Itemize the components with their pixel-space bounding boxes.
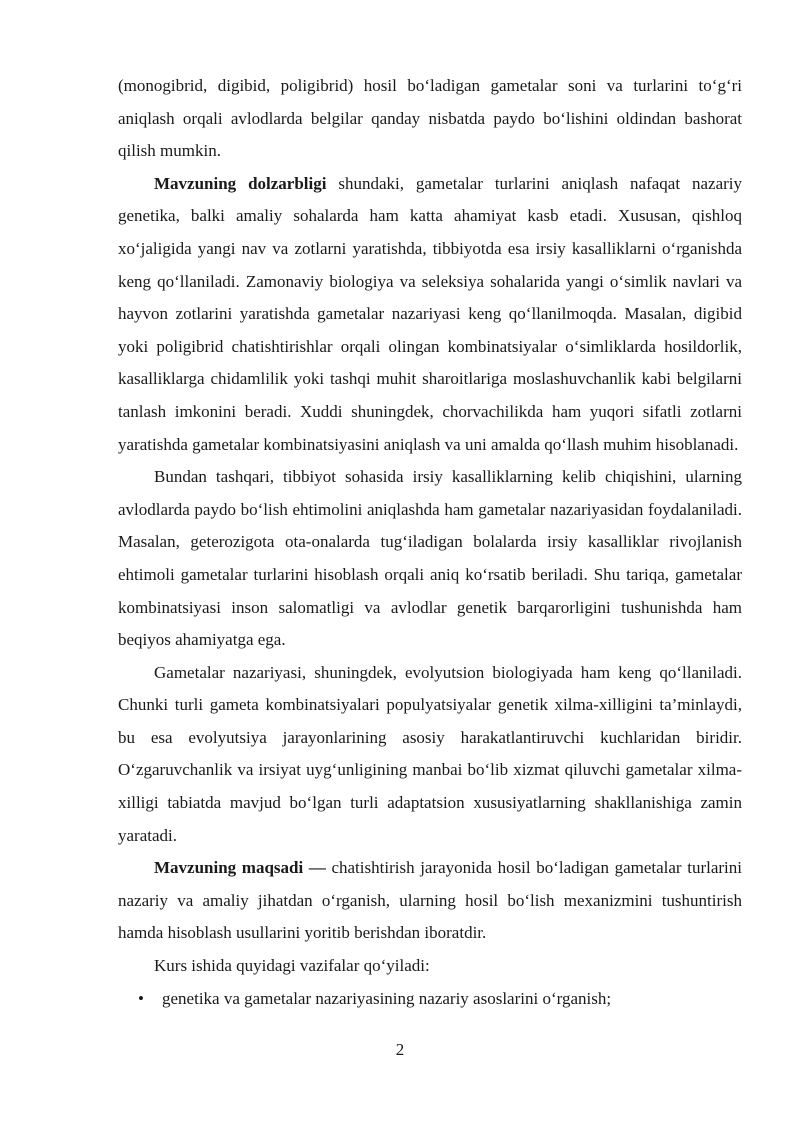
paragraph-text: Gametalar nazariyasi, shuningdek, evolyutsion biologiyada ham keng qo‘llaniladi. Chunki turli gameta kombinatsiyalari populyatsiyalar genetik xilma-xilligini ta’minlaydi, bu esa evolyutsiya jarayonlarining asosiy harakatlantiruvchi kuchlaridan biridir. O‘zgaruvchanlik va irsiyat uyg‘unligining manbai bo‘lib xizmat qiluvchi gametalar xilma-xilligi tabiatda mavjud bo‘lgan turli adaptatsion xususiyatlarning shakllanishiga zamin yaratadi. (118, 662, 742, 845)
bullet-icon: • (138, 988, 144, 1008)
paragraph-lead: Mavzuning dolzarbligi (154, 173, 327, 193)
paragraph-text: chatishtirish jarayonida hosil bo‘ladigan gametalar turlarini nazariy va amaliy jihatdan o‘rganish, ularning hosil bo‘lish mexanizmini tushuntirish hamda hisoblash usullarini yoritib berishdan iboratdir. (118, 858, 742, 943)
paragraph-evolution (118, 657, 742, 853)
paragraph-relevance (118, 168, 742, 461)
document-page (118, 70, 742, 1015)
paragraph-goal (118, 852, 742, 950)
list-item (118, 983, 742, 1016)
page-number: 2 (395, 1040, 405, 1059)
paragraph-text: shundaki, gametalar turlarini aniqlash nafaqat nazariy genetika, balki amaliy sohalarda ham katta ahamiyat kasb etadi. Xususan, qishloq xo‘jaligida yangi nav va zotlarni yaratishda, tibbiyotda esa irsiy kasalliklarni o‘rganishda keng qo‘llaniladi. Zamonaviy biologiya va seleksiya sohalarida yangi o‘simlik navlari va hayvon zotlarini yaratishda gametalar nazariyasi keng qo‘llanilmoqda. Masalan, digibid yoki poligibrid chatishtirishlar orqali olingan kombinatsiyalar o‘simliklarda hosildorlik, kasalliklarga chidamlilik yoki tashqi muhit sharoitlariga moslashuvchanlik kabi belgilarni tanlash imkonini beradi. Xuddi shuningdek, chorvachilikda ham yuqori sifatli zotlarni yaratishda gametalar kombinatsiyasini aniqlash va uni amalda qo‘llash muhim hisoblanadi. (118, 173, 742, 454)
paragraph-text: Kurs ishida quyidagi vazifalar qo‘yiladi: (154, 956, 430, 976)
task-list (118, 983, 742, 1016)
paragraph-lead: Mavzuning maqsadi — (154, 858, 326, 878)
paragraph-continuation (118, 70, 742, 168)
list-item-text: genetika va gametalar nazariyasining nazariy asoslarini o‘rganish; (162, 988, 612, 1008)
paragraph-tasks-intro (118, 950, 742, 983)
paragraph-medicine (118, 461, 742, 657)
paragraph-text: Bundan tashqari, tibbiyot sohasida irsiy kasalliklarning kelib chiqishini, ularning avlodlarda paydo bo‘lish ehtimolini aniqlashda ham gametalar nazariyasidan foydalaniladi. Masalan, geterozigota ota-onalarda tug‘iladigan bolalarda irsiy kasalliklar rivojlanish ehtimoli gametalar turlarini hisoblash orqali aniq ko‘rsatib beriladi. Shu tariqa, gametalar kombinatsiyasi inson salomatligi va avlodlar genetik barqarorligini tushunishda ham beqiyos ahamiyatga ega. (118, 467, 742, 650)
paragraph-text: (monogibrid, digibid, poligibrid) hosil bo‘ladigan gametalar soni va turlarini to‘g‘ri aniqlash orqali avlodlarda belgilar qanday nisbatda paydo bo‘lishini oldindan bashorat qilish mumkin. (118, 76, 742, 161)
